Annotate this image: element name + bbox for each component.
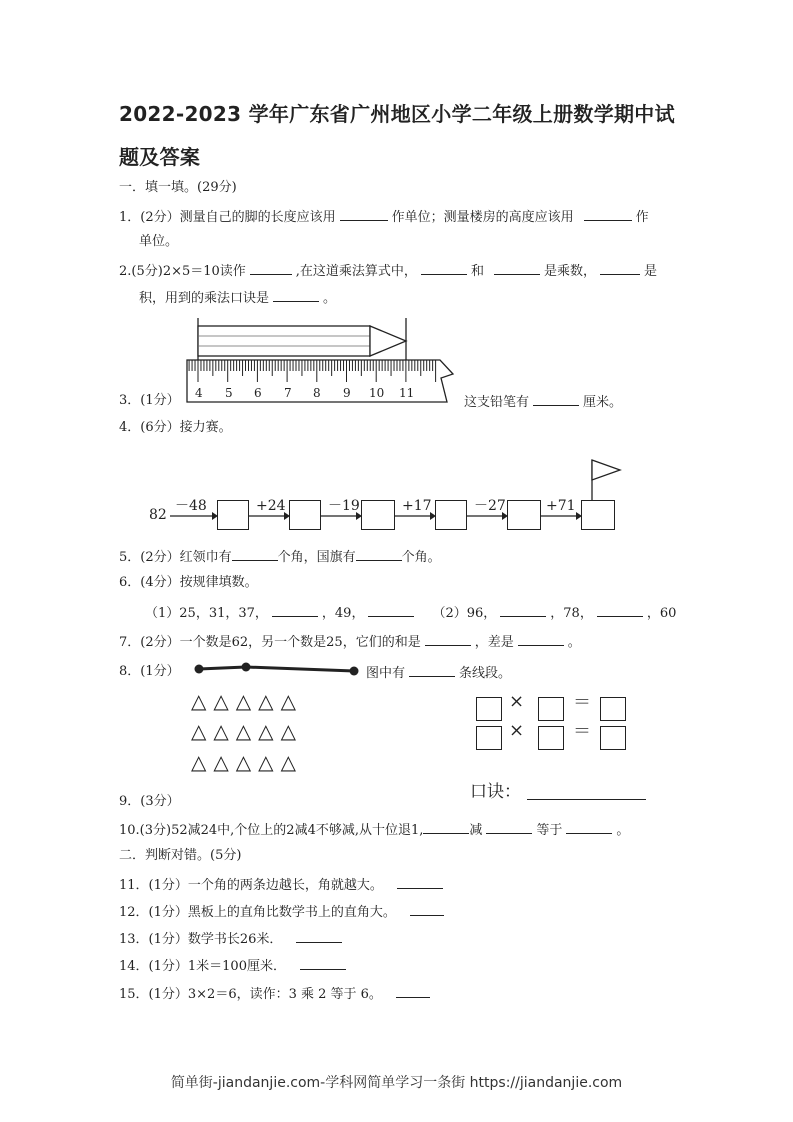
multiplication-box[interactable] <box>476 697 502 721</box>
multiplication-box[interactable] <box>538 697 564 721</box>
times-sign: × <box>509 720 525 741</box>
ruler-label: 6 <box>254 386 262 400</box>
question-6-parts: （1）25，31，37， ，49， （2）96， ，78， ，60 <box>145 606 677 621</box>
ruler-label: 9 <box>343 386 351 400</box>
question-14: 14．(1分）1米＝100厘米． <box>119 957 350 975</box>
ruler-label: 10 <box>369 386 385 400</box>
relay-op: －27 <box>474 498 506 514</box>
question-7: 7．(2分）一个数是62，另一个数是25，它们的和是 ，差是 。 <box>119 635 581 650</box>
triangle-row: △△△△△ <box>191 750 303 774</box>
title-line-2: 题及答案 <box>119 145 201 169</box>
triangle-row: △△△△△ <box>191 719 303 743</box>
koujue-label: 口诀： <box>470 782 521 802</box>
multiplication-box[interactable] <box>476 726 502 750</box>
question-8-label: 8．(1分） <box>119 664 180 679</box>
ruler-label: 11 <box>399 386 415 400</box>
equals-sign: ＝ <box>573 721 591 742</box>
question-2-cont: 积，用到的乘法口诀是 。 <box>139 291 337 306</box>
line-segment-figure <box>190 660 365 680</box>
relay-start: 82 <box>149 507 167 523</box>
relay-op: －48 <box>175 498 207 514</box>
section-2-heading: 二．判断对错。(5分) <box>119 848 242 863</box>
ruler-label: 7 <box>284 386 292 400</box>
question-12: 12．(1分）黑板上的直角比数学书上的直角大。 <box>119 903 448 921</box>
title-line-1: 2022-2023 学年广东省广州地区小学二年级上册数学期中试 <box>119 102 675 126</box>
question-8: 图中有 条线段。 <box>366 666 512 681</box>
relay-op: －19 <box>328 498 360 514</box>
multiplication-box[interactable] <box>538 726 564 750</box>
relay-answer-box[interactable] <box>435 500 467 530</box>
ruler-label: 8 <box>313 386 321 400</box>
equals-sign: ＝ <box>573 692 591 713</box>
question-11: 11．(1分）一个角的两条边越长，角就越大。 <box>119 876 447 894</box>
question-10: 10.(3分)52减24中,个位上的2减4不够减,从十位退1, 减 等于 。 <box>119 823 630 838</box>
relay-op: +24 <box>256 498 286 514</box>
koujue-blank[interactable] <box>527 799 646 800</box>
question-1-cont: 单位。 <box>139 234 179 249</box>
multiplication-box[interactable] <box>600 697 626 721</box>
question-4-label: 4．(6分）接力赛。 <box>119 420 232 435</box>
relay-op: +17 <box>402 498 432 514</box>
relay-answer-box[interactable] <box>507 500 541 530</box>
triangle-row: △△△△△ <box>191 689 303 713</box>
times-sign: × <box>509 691 525 712</box>
section-1-heading: 一．填一填。(29分) <box>119 180 237 195</box>
question-15: 15．(1分）3×2＝6，读作：3 乘 2 等于 6。 <box>119 985 434 1003</box>
ruler-label: 5 <box>225 386 233 400</box>
relay-answer-box[interactable] <box>289 500 321 530</box>
page-footer: 简单街-jiandanjie.com-学科网简单学习一条街 https://jiandanjie.com <box>170 1075 623 1091</box>
relay-answer-box[interactable] <box>581 500 615 530</box>
relay-answer-box[interactable] <box>361 500 395 530</box>
question-9-label: 9．(3分） <box>119 794 180 809</box>
question-6-label: 6．(4分）按规律填数。 <box>119 575 258 590</box>
relay-answer-box[interactable] <box>217 500 249 530</box>
multiplication-box[interactable] <box>600 726 626 750</box>
question-13: 13．(1分）数学书长26米． <box>119 930 346 948</box>
question-2: 2.(5分)2×5＝10读作 ,在这道乘法算式中， 和 是乘数， 是 <box>119 264 657 279</box>
relay-op: +71 <box>546 498 576 514</box>
ruler-label: 4 <box>195 386 203 400</box>
question-1: 1．(2分）测量自己的脚的长度应该用 作单位；测量楼房的高度应该用 作 <box>119 210 649 225</box>
question-3-label: 3．(1分） <box>119 393 180 408</box>
question-3: 这支铅笔有 厘米。 <box>464 395 623 410</box>
question-5: 5．(2分）红领巾有 个角，国旗有 个角。 <box>119 550 441 565</box>
